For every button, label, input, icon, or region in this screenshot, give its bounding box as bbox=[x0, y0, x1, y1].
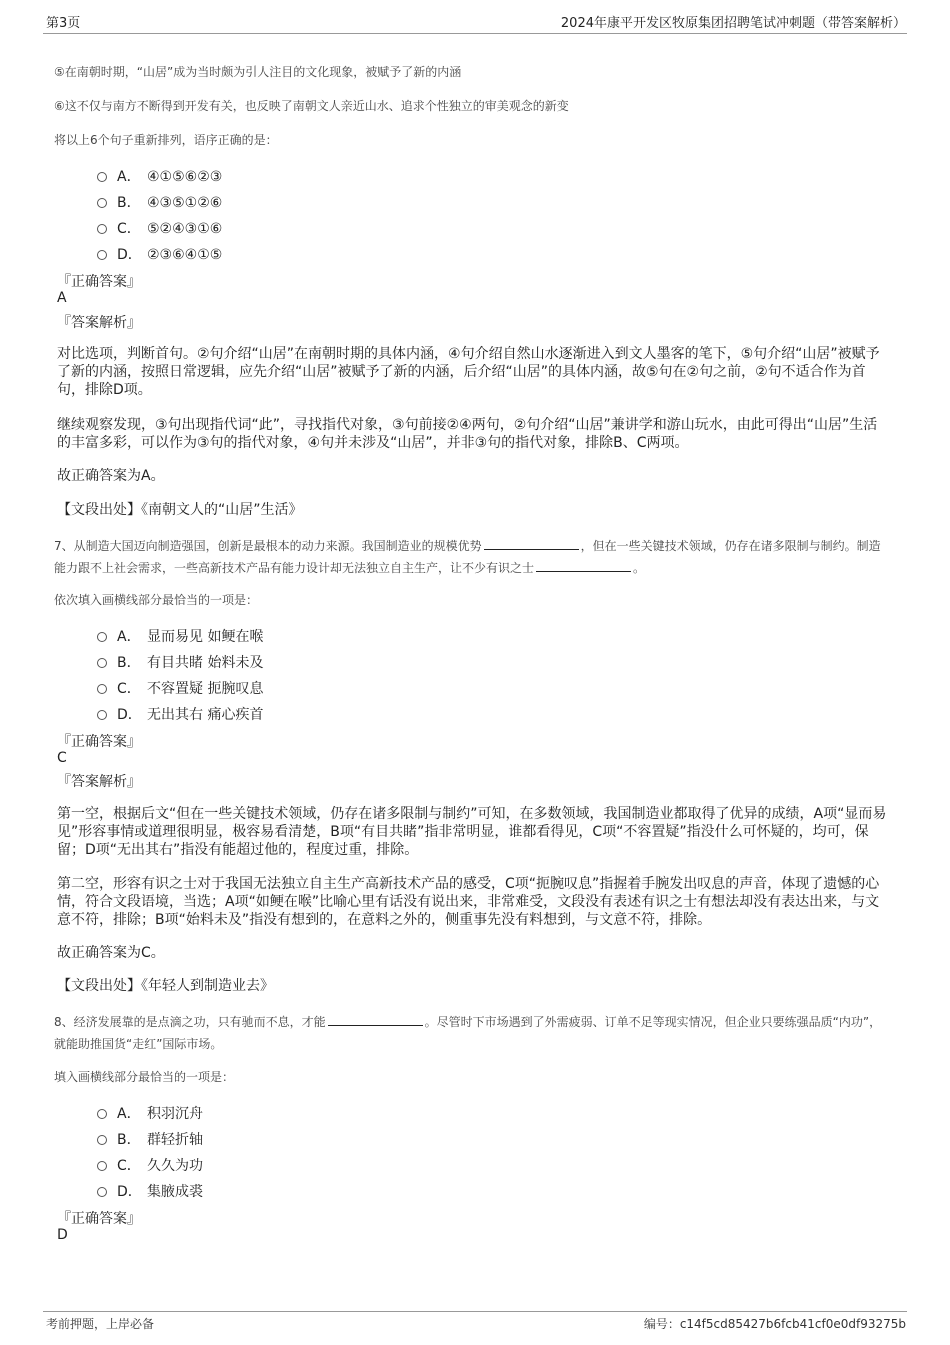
question-prompt: 填入画横线部分最恰当的一项是： bbox=[54, 1070, 235, 1084]
option-c[interactable]: C． 不容置疑 扼腕叹息 bbox=[97, 678, 263, 698]
radio-icon[interactable] bbox=[97, 198, 107, 208]
radio-icon[interactable] bbox=[97, 658, 107, 668]
analysis-label: 『答案解析』 bbox=[57, 774, 141, 790]
analysis-paragraph: 第二空，形容有识之士对于我国无法独立自主生产高新技术产品的感受，C项“扼腕叹息”指握着手腕发出叹息的声音，体现了遗憾的心情，符合文段语境，当选；A项“如鲠在喉”比喻心里有话没有说出来，非常难受，文段没有表述有识之士有想法却没有表达出来，与文意不符，排除；B项“始料未及”指没有想到的，在意料之外的，侧重事先没有料想到，与文意不符，排除。 bbox=[57, 876, 880, 928]
answer-label: 『正确答案』 bbox=[57, 1211, 141, 1227]
radio-icon[interactable] bbox=[97, 1187, 107, 1197]
radio-icon[interactable] bbox=[97, 1109, 107, 1119]
option-d[interactable]: D． 无出其右 痛心疾首 bbox=[97, 704, 263, 724]
source-citation: 【文段出处】《年轻人到制造业去》 bbox=[57, 978, 274, 994]
radio-icon[interactable] bbox=[97, 1135, 107, 1145]
sentence-6: ⑥这不仅与南方不断得到开发有关，也反映了南朝文人亲近山水、追求个性独立的审美观念的新变 bbox=[54, 99, 569, 113]
option-a[interactable]: A． 显而易见 如鲠在喉 bbox=[97, 626, 263, 646]
option-c[interactable]: C． 久久为功 bbox=[97, 1155, 203, 1175]
document-title: 2024年康平开发区牧原集团招聘笔试冲刺题（带答案解析） bbox=[560, 16, 906, 31]
analysis-paragraph: 继续观察发现，③句出现指代词“此”，寻找指代对象，③句前接②④两句，②句介绍“山居”兼讲学和游山玩水，由此可得出“山居”生活的丰富多彩，可以作为③句的指代对象，④句并未涉及“山居”，并非③句的指代对象，排除B、C两项。 bbox=[57, 417, 878, 451]
radio-icon[interactable] bbox=[97, 710, 107, 720]
option-a[interactable]: A． 积羽沉舟 bbox=[97, 1103, 203, 1123]
sentence-5: ⑤在南朝时期，“山居”成为当时颇为引人注目的文化现象，被赋予了新的内涵 bbox=[54, 65, 462, 79]
fill-blank bbox=[328, 1015, 423, 1026]
analysis-paragraph: 第一空，根据后文“但在一些关键技术领域，仍存在诸多限制与制约”可知，在多数领域，我国制造业都取得了优异的成绩，A项“显而易见”形容事情或道理很明显，极容易看清楚，B项“有目共睹”指非常明显，谁都看得见，C项“不容置疑”指没什么可怀疑的，均可，保留；D项“无出其右”指没有能超过他的，程度过重，排除。 bbox=[57, 806, 887, 858]
radio-icon[interactable] bbox=[97, 250, 107, 260]
answer-label: 『正确答案』 bbox=[57, 274, 141, 290]
option-d[interactable]: D． ②③⑥④①⑤ bbox=[97, 244, 222, 264]
option-b[interactable]: B． 群轻折轴 bbox=[97, 1129, 203, 1149]
option-b[interactable]: B． 有目共睹 始料未及 bbox=[97, 652, 263, 672]
radio-icon[interactable] bbox=[97, 684, 107, 694]
option-b[interactable]: B． ④③⑤①②⑥ bbox=[97, 192, 222, 212]
analysis-conclusion: 故正确答案为C。 bbox=[57, 945, 165, 961]
radio-icon[interactable] bbox=[97, 632, 107, 642]
page-number: 第3页 bbox=[46, 16, 81, 31]
question-prompt: 将以上6个句子重新排列，语序正确的是： bbox=[54, 133, 278, 147]
analysis-paragraph: 对比选项，判断首句。②句介绍“山居”在南朝时期的具体内涵，④句介绍自然山水逐渐进入到文人墨客的笔下，⑤句介绍“山居”被赋予了新的内涵，按照日常逻辑，应先介绍“山居”被赋予了新的内涵，后介绍“山居”的具体内涵，故⑤句在②句之前，②句不适合作为首句，排除D项。 bbox=[57, 346, 880, 398]
fill-blank bbox=[484, 539, 579, 550]
source-citation: 【文段出处】《南朝文人的“山居”生活》 bbox=[57, 502, 303, 518]
answer-value: A bbox=[57, 290, 67, 306]
question-8-stem: 8、经济发展靠的是点滴之功，只有驰而不息，才能 。尽管时下市场遇到了外需疲弱、订单不足等现实情况，但企业只要练强品质“内功”，就能助推国货“走红”国际市场。 bbox=[54, 1015, 882, 1051]
radio-icon[interactable] bbox=[97, 224, 107, 234]
footer-divider bbox=[43, 1311, 907, 1312]
radio-icon[interactable] bbox=[97, 172, 107, 182]
analysis-conclusion: 故正确答案为A。 bbox=[57, 468, 165, 484]
document-id: 编号：c14f5cd85427b6fcb41cf0e0df93275b bbox=[643, 1317, 906, 1331]
analysis-label: 『答案解析』 bbox=[57, 315, 141, 331]
answer-value: C bbox=[57, 750, 67, 766]
header-divider bbox=[43, 33, 907, 34]
footer-slogan: 考前押题，上岸必备 bbox=[46, 1317, 155, 1331]
option-d[interactable]: D． 集腋成裘 bbox=[97, 1181, 203, 1201]
answer-label: 『正确答案』 bbox=[57, 734, 141, 750]
question-7-stem: 7、从制造大国迈向制造强国，创新是最根本的动力来源。我国制造业的规模优势 ，但在一些关键技术领域，仍存在诸多限制与制约。制造能力跟不上社会需求，一些高新技术产品有能力设计却无法独立自主生产，让不少有识之士 。 bbox=[54, 539, 881, 575]
answer-value: D bbox=[57, 1227, 68, 1243]
radio-icon[interactable] bbox=[97, 1161, 107, 1171]
option-c[interactable]: C． ⑤②④③①⑥ bbox=[97, 218, 222, 238]
fill-blank bbox=[536, 561, 631, 572]
option-a[interactable]: A． ④①⑤⑥②③ bbox=[97, 166, 222, 186]
question-prompt: 依次填入画横线部分最恰当的一项是： bbox=[54, 593, 259, 607]
